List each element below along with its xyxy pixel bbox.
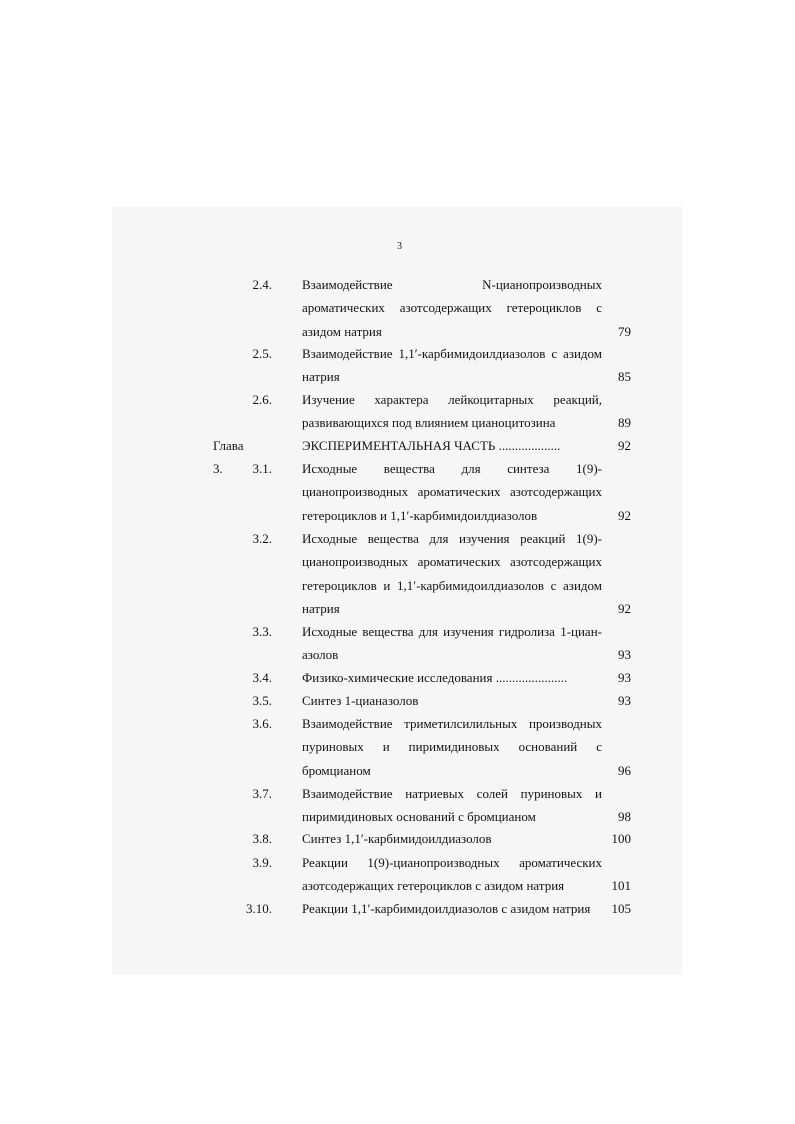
toc-entry-page: 101 (611, 878, 631, 894)
toc-entry-page: 93 (618, 647, 631, 663)
toc-entry-number: 3.3. (252, 624, 272, 639)
toc-title-line: Исходные вещества для синтеза 1(9)- (302, 461, 602, 476)
toc-entry-number: 3.7. (252, 786, 272, 801)
toc-entry-title (302, 897, 602, 920)
toc-title-line: азотсодержащих гетероциклов с азидом натрия (302, 878, 565, 894)
toc-entry-page: 92 (618, 507, 631, 523)
toc-title-line: Изучение характера лейкоцитарных реакций, (302, 392, 602, 407)
toc-title-line: азолов (302, 647, 339, 663)
toc-entry-title (302, 434, 602, 457)
toc-title-line: ЭКСПЕРИМЕНТАЛЬНАЯ ЧАСТЬ ................... (302, 438, 561, 453)
toc-entry-number: 3.1. (252, 461, 272, 476)
toc-entry-number: 2.6. (252, 392, 272, 407)
toc-entry-page: 96 (618, 762, 631, 778)
toc-entry-title (302, 457, 602, 527)
toc-title-line: гетероциклов и 1,1′-карбимидоилдиазолов с азидом (302, 577, 602, 593)
toc-title-line: азидом натрия (302, 323, 382, 339)
toc-entry-number: 3.10. (246, 901, 272, 916)
toc-entry-title (302, 666, 602, 689)
toc-entry-title (302, 827, 602, 850)
toc-entry-page: 98 (618, 809, 631, 825)
toc-title-line: натрия (302, 601, 340, 617)
toc-title-line: натрия (302, 369, 340, 385)
toc-title-line: развивающихся под влиянием цианоцитозина (302, 415, 556, 431)
toc-chapter-number: Глава 3. (213, 438, 244, 477)
toc-title-line: Реакции 1,1′-карбимидоилдиазолов с азидом натрия (302, 901, 591, 916)
toc-entry-title (302, 342, 602, 389)
toc-title-line: Реакции 1(9)-цианопроизводных ароматических (302, 855, 602, 870)
toc-title-line: пиримидиновых оснований с бромцианом (302, 809, 536, 825)
toc-title-line: Синтез 1-цианазолов (302, 693, 419, 708)
toc-entry-page: 93 (618, 670, 631, 685)
toc-title-line: Физико-химические исследования ...................... (302, 670, 568, 685)
toc-entry-page: 93 (618, 693, 631, 708)
toc-entry-title (302, 782, 602, 829)
toc-title-line: Исходные вещества для изучения реакций 1(9)- (302, 531, 602, 546)
toc-title-line: Взаимодействие триметилсилильных производных (302, 716, 602, 731)
toc-title-line: гетероциклов и 1,1′-карбимидоилдиазолов (302, 507, 538, 523)
toc-entry-title (302, 689, 602, 712)
toc-entry-number: 3.6. (252, 716, 272, 731)
toc-entry-page: 92 (618, 601, 631, 617)
toc-entry-page: 79 (618, 323, 631, 339)
toc-entry-number: 3.8. (252, 831, 272, 846)
toc-entry-title (302, 620, 602, 667)
toc-entry-number: 3.4. (252, 670, 272, 685)
toc-entry-title (302, 712, 602, 782)
toc-entry-number: 2.5. (252, 346, 272, 361)
toc-entry-title (302, 851, 602, 898)
toc-title-line: цианопроизводных ароматических азотсодержащих (302, 554, 602, 570)
toc-entry-page: 105 (611, 901, 631, 916)
page-number: 3 (397, 241, 402, 252)
toc-title-line: цианопроизводных ароматических азотсодержащих (302, 484, 602, 500)
toc-title-line: Взаимодействие 1,1′-карбимидоилдиазолов с азидом (302, 346, 602, 361)
toc-entry-number: 3.2. (252, 531, 272, 546)
toc-entry-number: 2.4. (252, 277, 272, 292)
toc-entry-title (302, 388, 602, 435)
toc-entry-title (302, 273, 602, 343)
toc-title-line: Взаимодействие натриевых солей пуриновых и (302, 786, 602, 801)
toc-title-line: бромцианом (302, 762, 371, 778)
toc-entry-number: 3.5. (252, 693, 272, 708)
toc-entry-number: 3.9. (252, 855, 272, 870)
toc-entry-title (302, 527, 602, 621)
toc-title-line: Взаимодействие N-цианопроизводных (302, 277, 602, 292)
toc-entry-page: 100 (611, 831, 631, 846)
toc-entry-page: 92 (618, 438, 631, 453)
toc-title-line: ароматических азотсодержащих гетероциклов с (302, 300, 602, 316)
toc-entry-page: 89 (618, 415, 631, 431)
toc-title-line: Синтез 1,1′-карбимидоилдиазолов (302, 831, 492, 846)
toc-title-line: Исходные вещества для изучения гидролиза 1-циан- (302, 624, 602, 639)
toc-entry-page: 85 (618, 369, 631, 385)
toc-title-line: пуриновых и пиримидиновых оснований с (302, 739, 602, 755)
